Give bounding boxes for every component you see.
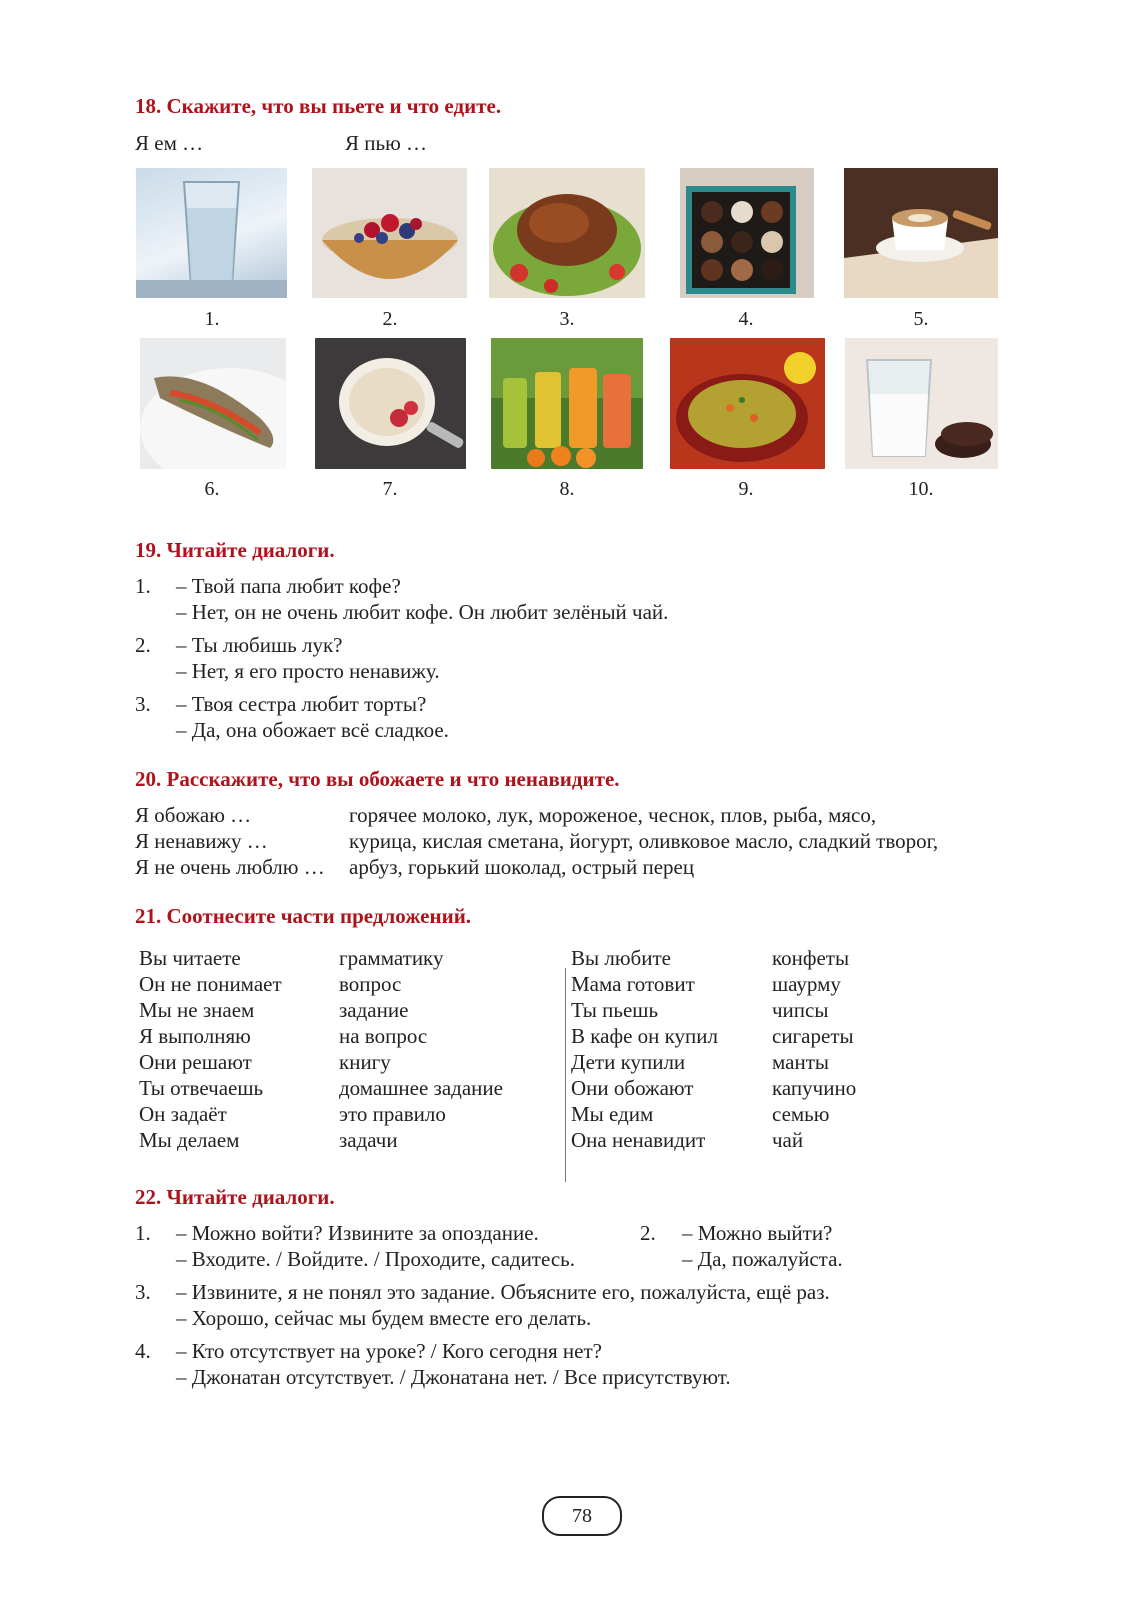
dialog-line: – Можно выйти? — [682, 1221, 833, 1245]
word-list-line: горячее молоко, лук, мороженое, чеснок, плов, рыба, мясо, — [349, 803, 877, 827]
dialog-line: – Кто отсутствует на уроке? / Кого сегодня нет? — [176, 1339, 602, 1363]
chocolate-box-icon — [680, 168, 814, 298]
dialog-line: – Да, она обожает всё сладкое. — [176, 718, 449, 742]
picture-number: 8. — [559, 478, 575, 500]
match-item: задачи — [339, 1128, 398, 1152]
word-list-line: арбуз, горький шоколад, острый перец — [349, 855, 695, 879]
match-column-2 — [339, 945, 503, 1153]
cappuccino-cup-icon — [844, 168, 998, 298]
dialog-number: 3. — [135, 692, 151, 716]
dialog-line: – Можно войти? Извините за опоздание. — [176, 1221, 539, 1245]
dialog-line: – Нет, он не очень любит кофе. Он любит зелёный чай. — [176, 600, 669, 624]
dialog-line: – Да, пожалуйста. — [682, 1247, 843, 1271]
picture-number: 4. — [738, 308, 754, 330]
phrase-left: Я не очень люблю … — [135, 855, 325, 879]
soup-bowl-icon — [670, 338, 825, 469]
oatmeal-berries-bowl-icon — [312, 168, 467, 298]
dialog-line: – Джонатан отсутствует. / Джонатана нет. / Все присутствуют. — [176, 1365, 731, 1389]
match-item: шаурму — [772, 972, 841, 996]
fish-fillet-icon — [140, 338, 286, 469]
match-item: семью — [772, 1102, 830, 1126]
column-divider — [565, 968, 566, 1182]
exercise-20-title: 20. Расскажите, что вы обожаете и что ненавидите. — [135, 767, 620, 791]
match-item: Я выполняю — [139, 1024, 251, 1048]
match-column-1 — [139, 945, 282, 1153]
match-item: чипсы — [772, 998, 829, 1022]
match-item: В кафе он купил — [571, 1024, 718, 1048]
word-list-line: курица, кислая сметана, йогурт, оливковое масло, сладкий творог, — [349, 829, 939, 853]
match-item: Дети купили — [571, 1050, 686, 1074]
match-item: Мама готовит — [571, 972, 695, 996]
dialog-number: 1. — [135, 1221, 151, 1245]
exercise-18-title: 18. Скажите, что вы пьете и что едите. — [135, 94, 502, 118]
picture-number: 7. — [382, 478, 398, 500]
picture-number: 9. — [738, 478, 754, 500]
match-item: Мы не знаем — [139, 998, 255, 1022]
phrase-left: Я ненавижу … — [135, 829, 268, 853]
match-item: Вы читаете — [139, 946, 241, 970]
match-item: задание — [339, 998, 409, 1022]
match-item: домашнее задание — [339, 1076, 503, 1100]
match-item: Ты отвечаешь — [139, 1076, 264, 1100]
dialog-number: 1. — [135, 574, 151, 598]
picture-number: 10. — [908, 478, 934, 500]
match-item: Вы любите — [571, 946, 671, 970]
picture-number: 2. — [382, 308, 398, 330]
exercise-22-title: 22. Читайте диалоги. — [135, 1185, 335, 1209]
match-item: это правило — [339, 1102, 446, 1126]
match-item: капучино — [772, 1076, 857, 1100]
match-item: книгу — [339, 1050, 391, 1074]
exercise-19-title: 19. Читайте диалоги. — [135, 538, 335, 562]
dialog-number: 2. — [135, 633, 151, 657]
dialog-number: 2. — [640, 1221, 656, 1245]
phrase-left: Я обожаю … — [135, 803, 252, 827]
exercise-21-title: 21. Соотнесите части предложений. — [135, 904, 472, 928]
picture-number: 6. — [204, 478, 220, 500]
page-number: 78 — [542, 1496, 622, 1536]
match-item: Он не понимает — [139, 972, 282, 996]
dialog-line: – Твоя сестра любит торты? — [176, 692, 427, 716]
match-item: Он задаёт — [139, 1102, 227, 1126]
dialog-number: 3. — [135, 1280, 151, 1304]
dialog-line: – Хорошо, сейчас мы будем вместе его делать. — [176, 1306, 592, 1330]
match-item: грамматику — [339, 946, 444, 970]
match-item: Они решают — [139, 1050, 252, 1074]
match-item: чай — [772, 1128, 804, 1152]
match-item: вопрос — [339, 972, 402, 996]
match-item: сигареты — [772, 1024, 854, 1048]
match-item: Мы едим — [571, 1102, 654, 1126]
match-item: Ты пьешь — [571, 998, 659, 1022]
dialog-line: – Входите. / Войдите. / Проходите, садитесь. — [176, 1247, 575, 1271]
eat-label: Я ем … — [135, 131, 204, 155]
picture-number: 5. — [913, 308, 929, 330]
milk-and-cookies-icon — [845, 338, 998, 469]
dialog-line: – Ты любишь лук? — [176, 633, 343, 657]
match-item: на вопрос — [339, 1024, 428, 1048]
picture-number: 3. — [559, 308, 575, 330]
dialog-number: 4. — [135, 1339, 151, 1363]
match-column-4 — [772, 945, 856, 1153]
match-column-3 — [571, 945, 718, 1153]
dialog-line: – Твой папа любит кофе? — [176, 574, 401, 598]
drink-label: Я пью … — [345, 131, 428, 155]
match-item: Они обожают — [571, 1076, 694, 1100]
match-item: Мы делаем — [139, 1128, 240, 1152]
roast-chicken-icon — [489, 168, 645, 298]
match-item: манты — [772, 1050, 829, 1074]
dialog-line: – Нет, я его просто ненавижу. — [176, 659, 440, 683]
match-item: конфеты — [772, 946, 850, 970]
juice-bottles-icon — [491, 338, 643, 469]
picture-number: 1. — [204, 308, 220, 330]
glass-of-water-icon — [136, 168, 287, 298]
dialog-line: – Извините, я не понял это задание. Объясните его, пожалуйста, ещё раз. — [176, 1280, 830, 1304]
match-item: Она ненавидит — [571, 1128, 706, 1152]
yogurt-bowl-icon — [315, 338, 466, 469]
